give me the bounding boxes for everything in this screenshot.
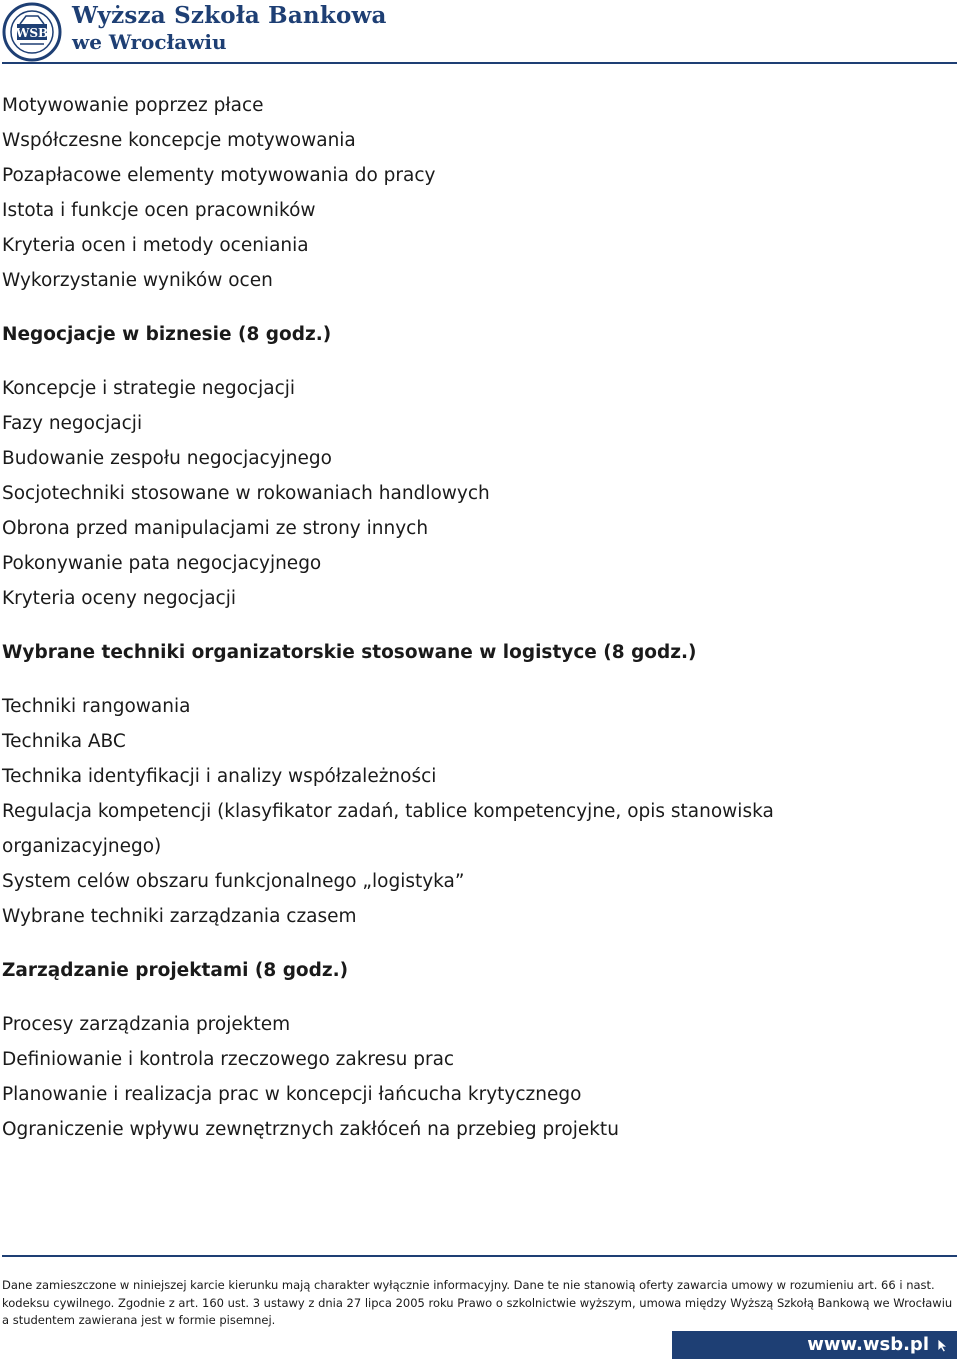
list-item: Kryteria ocen i metody oceniania bbox=[2, 235, 309, 256]
page-header bbox=[0, 0, 960, 66]
list-item: Wykorzystanie wyników ocen bbox=[2, 270, 273, 291]
disclaimer-line: a studentem zawierana jest w formie pisemnej. bbox=[2, 1313, 276, 1327]
list-item: Istota i funkcje ocen pracowników bbox=[2, 200, 316, 221]
section-heading-logistics: Wybrane techniki organizatorskie stosowane w logistyce (8 godz.) bbox=[2, 642, 697, 663]
list-item: Budowanie zespołu negocjacyjnego bbox=[2, 448, 332, 469]
cursor-arrow-icon bbox=[935, 1337, 951, 1353]
list-item: Koncepcje i strategie negocjacji bbox=[2, 378, 296, 399]
list-item: Definiowanie i kontrola rzeczowego zakresu prac bbox=[2, 1049, 455, 1070]
disclaimer-line: Dane zamieszczone w niniejszej karcie kierunku mają charakter wyłącznie informacyjny. Dane te nie stanowią oferty zawarcia umowy w rozumieniu art. 66 i nast. bbox=[2, 1278, 935, 1292]
list-item: Ograniczenie wpływu zewnętrznych zakłóceń na przebieg projektu bbox=[2, 1119, 619, 1140]
intro-list bbox=[2, 88, 952, 298]
list-item: Pokonywanie pata negocjacyjnego bbox=[2, 553, 322, 574]
section-list-negotiations bbox=[2, 371, 952, 616]
list-item: Planowanie i realizacja prac w koncepcji łańcucha krytycznego bbox=[2, 1084, 582, 1105]
list-item: Pozapłacowe elementy motywowania do pracy bbox=[2, 165, 436, 186]
legal-disclaimer bbox=[2, 1277, 952, 1330]
list-item: Technika ABC bbox=[2, 731, 126, 752]
section-heading-negotiations: Negocjacje w biznesie (8 godz.) bbox=[2, 324, 332, 345]
school-name-line2: we Wrocławiu bbox=[72, 30, 227, 54]
list-item: Kryteria oceny negocjacji bbox=[2, 588, 236, 609]
list-item: Współczesne koncepcje motywowania bbox=[2, 130, 356, 151]
list-item: Motywowanie poprzez płace bbox=[2, 95, 264, 116]
website-banner[interactable] bbox=[672, 1331, 957, 1359]
list-item: System celów obszaru funkcjonalnego „logistyka” bbox=[2, 871, 465, 892]
list-item: Obrona przed manipulacjami ze strony innych bbox=[2, 518, 429, 539]
footer-divider bbox=[2, 1255, 957, 1257]
list-item: Procesy zarządzania projektem bbox=[2, 1014, 291, 1035]
list-item: Regulacja kompetencji (klasyfikator zadań, tablice kompetencyjne, opis stanowiska bbox=[2, 801, 774, 822]
list-item: Wybrane techniki zarządzania czasem bbox=[2, 906, 357, 927]
disclaimer-line: kodeksu cywilnego. Zgodnie z art. 160 ust. 3 ustawy z dnia 27 lipca 2005 roku Prawo o szkolnictwie wyższym, umowa między Wyższą Szkołą Bankową we Wrocławiu bbox=[2, 1295, 953, 1310]
list-item: Fazy negocjacji bbox=[2, 413, 143, 434]
wsb-logo-icon bbox=[2, 2, 62, 62]
course-content bbox=[2, 88, 952, 1147]
school-name bbox=[72, 2, 387, 54]
list-item: organizacyjnego) bbox=[2, 836, 162, 857]
list-item: Techniki rangowania bbox=[2, 696, 191, 717]
website-link[interactable]: www.wsb.pl bbox=[807, 1334, 929, 1355]
school-name-line1: Wyższa Szkoła Bankowa bbox=[72, 2, 387, 29]
list-item: Technika identyfikacji i analizy współzależności bbox=[2, 766, 437, 787]
header-divider bbox=[2, 62, 957, 64]
section-list-logistics bbox=[2, 689, 952, 934]
section-heading-projects: Zarządzanie projektami (8 godz.) bbox=[2, 960, 349, 981]
section-list-projects bbox=[2, 1007, 952, 1147]
list-item: Socjotechniki stosowane w rokowaniach handlowych bbox=[2, 483, 490, 504]
svg-text:WSB: WSB bbox=[15, 26, 49, 40]
